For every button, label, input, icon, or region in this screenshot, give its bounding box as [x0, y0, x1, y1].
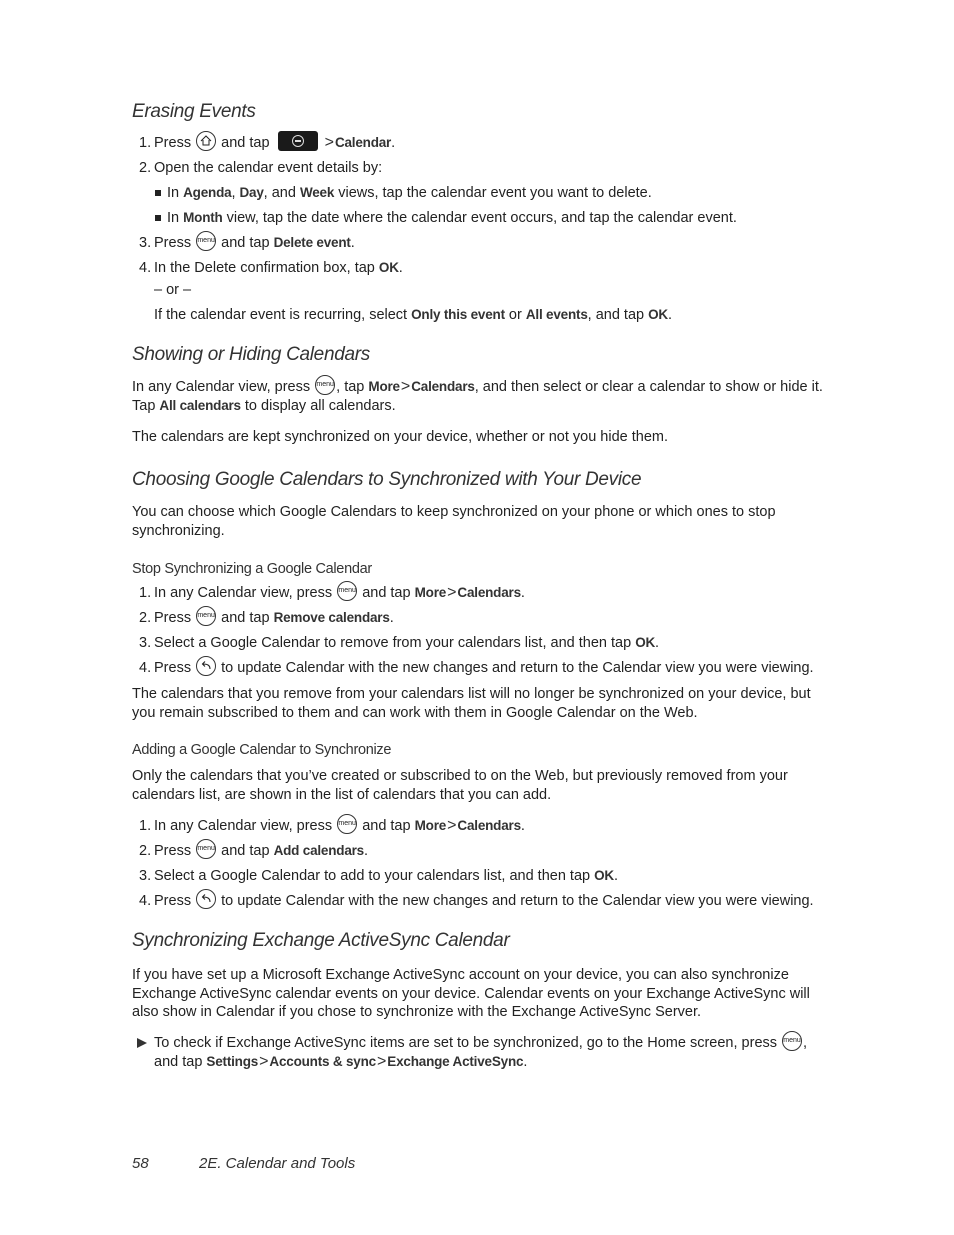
back-icon — [196, 889, 216, 909]
bullet-square-icon — [155, 215, 161, 221]
menu-icon: menu — [337, 814, 357, 834]
step-3: 3. Press menu and tap Delete event. — [132, 234, 838, 252]
heading-choosing-google: Choosing Google Calendars to Synchronized with Your Device — [132, 469, 642, 490]
menu-icon: menu — [196, 606, 216, 626]
section-title: 2E. Calendar and Tools — [199, 1155, 356, 1172]
step-1: 1. In any Calendar view, press menu and tap More>Calendars. — [132, 817, 838, 835]
menu-icon: menu — [782, 1031, 802, 1051]
bullet-square-icon — [155, 190, 161, 196]
exchange-tip-text: To check if Exchange ActiveSync items are set to be synchronized, go to the Home screen, press menu , and tap Settings>Accounts & sync>Exchange ActiveSync. — [154, 1034, 838, 1071]
step-2: 2. Press menu and tap Add calendars. — [132, 842, 838, 860]
step-1: 1. Press and tap >Calendar. — [132, 134, 838, 152]
arrow-bullet-icon — [137, 1038, 147, 1048]
step-2: 2. Open the calendar event details by: — [139, 160, 383, 176]
stop-sync-note: The calendars that you remove from your calendars list will no longer be synchronized on your device, but you remain subscribed to them and can work with them in Google Calendar on the Web. — [132, 686, 811, 721]
heading-exchange-activesync: Synchronizing Exchange ActiveSync Calendar — [132, 930, 510, 951]
bullet-agenda: In Agenda, Day, and Week views, tap the calendar event you want to delete. — [132, 184, 838, 202]
bullet-month: In Month view, tap the date where the calendar event occurs, and tap the calendar event. — [132, 209, 838, 227]
adding-paragraph: Only the calendars that you’ve created or subscribed to on the Web, but previously removed from your calendars list, are shown in the list of calendars that you can add. — [132, 768, 788, 803]
choosing-paragraph: You can choose which Google Calendars to keep synchronized on your phone or which ones to stop synchronizing. — [132, 504, 776, 539]
step-3: 3. Select a Google Calendar to remove from your calendars list, and then tap OK. — [139, 635, 660, 651]
menu-icon: menu — [315, 375, 335, 395]
step-4: 4. In the Delete confirmation box, tap OK. — [139, 260, 403, 276]
or-separator: – or – — [154, 282, 192, 298]
home-icon — [196, 131, 216, 151]
step-2: 2. Press menu and tap Remove calendars. — [132, 609, 838, 627]
step-1: 1. In any Calendar view, press menu and tap More>Calendars. — [132, 584, 838, 602]
stop-sync-steps — [132, 584, 838, 677]
menu-icon: menu — [196, 839, 216, 859]
exchange-tip — [132, 1034, 838, 1071]
adding-steps — [132, 817, 838, 910]
all-apps-icon — [278, 131, 318, 151]
page-number: 58 — [132, 1155, 149, 1172]
menu-icon: menu — [337, 581, 357, 601]
heading-erasing-events: Erasing Events — [132, 101, 256, 122]
erasing-steps — [132, 134, 838, 324]
step-3: 3. Select a Google Calendar to add to your calendars list, and then tap OK. — [139, 868, 619, 884]
showing-paragraph-1: In any Calendar view, press menu , tap More>Calendars, and then select or clear a calendar to show or hide it. Tap All calendars to display all calendars. — [132, 378, 838, 415]
exchange-paragraph: If you have set up a Microsoft Exchange ActiveSync account on your device, you can also synchronize Exchange ActiveSync calendar events on your device. Calendar events on your Exchange ActiveSync will also show in Calendar if you chose to synchronize with the Exchange ActiveSync Server. — [132, 967, 810, 1020]
back-icon — [196, 656, 216, 676]
step-4: 4. Press to update Calendar with the new changes and return to the Calendar view you were viewing. — [132, 892, 838, 910]
subheading-stop-sync: Stop Synchronizing a Google Calendar — [132, 561, 372, 577]
heading-showing-hiding: Showing or Hiding Calendars — [132, 344, 370, 365]
recurring-note: If the calendar event is recurring, select Only this event or All events, and tap OK. — [154, 307, 672, 323]
showing-paragraph-2: The calendars are kept synchronized on your device, whether or not you hide them. — [132, 429, 668, 445]
subheading-adding-calendar: Adding a Google Calendar to Synchronize — [132, 742, 392, 758]
step-4: 4. Press to update Calendar with the new changes and return to the Calendar view you were viewing. — [132, 659, 838, 677]
menu-icon: menu — [196, 231, 216, 251]
